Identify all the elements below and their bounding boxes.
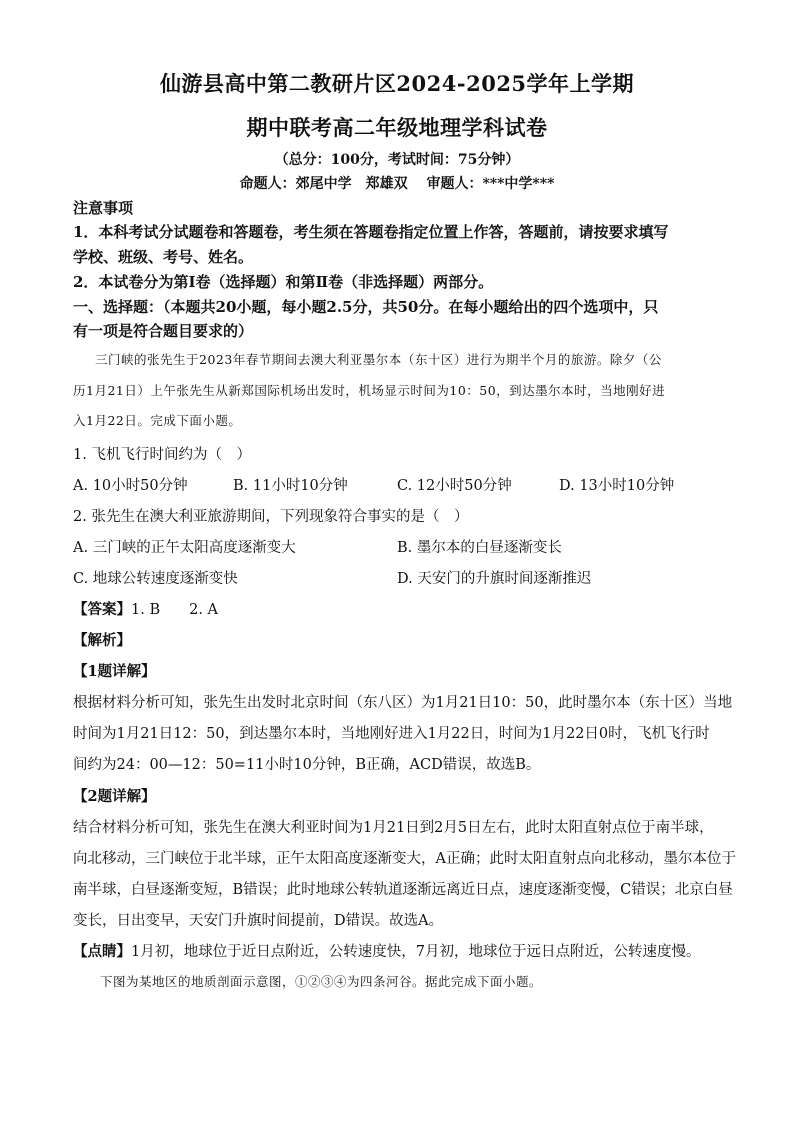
note-item-1: 1．本科考试分试题卷和答题卷，考生须在答题卷指定位置上作答，答题前，请按要求填写 <box>73 223 669 241</box>
question-2-stem: 2. 张先生在澳大利亚旅游期间，下列现象符合事实的是（ ） <box>73 509 469 525</box>
question-1-stem: 1. 飞机飞行时间约为（ ） <box>73 447 251 463</box>
score-time: （总分：100分，考试时间：75分钟） <box>274 152 520 168</box>
note-item-2: 2．本试卷分为第Ⅰ卷（选择题）和第Ⅱ卷（非选择题）两部分。 <box>73 273 494 291</box>
question-1-option-d: D. 13小时10分钟 <box>559 478 675 494</box>
question-2-detail-line-3: 南半球，白昼逐渐变短，B错误；此时地球公转轨道逐渐远离近日点，速度逐渐变慢，C错误；北京白昼 <box>73 882 733 898</box>
question-1-option-b: B. 11小时10分钟 <box>233 478 348 494</box>
answer-tag: 【答案】 <box>73 601 131 618</box>
question-2-detail-tag: 【2题详解】 <box>73 788 156 805</box>
answer-value: 1. B 2. A <box>131 602 219 618</box>
question-2-detail-line-2: 向北移动，三门峡位于北半球，正午太阳高度逐渐变大，A正确；此时太阳直射点向北移动，墨尔本位于 <box>73 851 736 867</box>
question-2-detail-line-1: 结合材料分析可知，张先生在澳大利亚时间为1月21日到2月5日左右，此时太阳直射点位于南半球， <box>73 820 714 836</box>
question-1-detail-line-1: 根据材料分析可知，张先生出发时北京时间（东八区）为1月21日10：50，此时墨尔本（东十区）当地 <box>73 695 733 711</box>
question-1-option-c: C. 12小时50分钟 <box>397 478 512 494</box>
question-2-option-d: D. 天安门的升旗时间逐渐推迟 <box>397 571 592 587</box>
question-1-detail-line-3: 间约为24：00—12：50=11小时10分钟，B正确，ACD错误，故选B。 <box>73 757 541 773</box>
question-2-detail-line-4: 变长，日出变早，天安门升旗时间提前，D错误。故选A。 <box>73 913 444 929</box>
tip-text: 1月初，地球位于近日点附近，公转速度快，7月初，地球位于远日点附近，公转速度慢。 <box>131 944 701 960</box>
section-heading: 一、选择题：（本题共20小题，每小题2.5分，共50分。在每小题给出的四个选项中，只 <box>73 298 659 316</box>
tip-line <box>73 940 700 961</box>
question-2-option-a: A. 三门峡的正午太阳高度逐渐变大 <box>73 540 296 556</box>
authors: 命题人：郊尾中学 郑雄双 审题人：***中学*** <box>239 176 555 192</box>
passage-2-line-1: 下图为某地区的地质剖面示意图，①②③④为四条河谷。据此完成下面小题。 <box>100 974 543 989</box>
tip-tag: 【点睛】 <box>73 943 131 960</box>
passage-1-line-3: 入1月22日。完成下面小题。 <box>73 413 242 428</box>
question-2-option-c: C. 地球公转速度逐渐变快 <box>73 571 238 587</box>
page-title: 仙游县高中第二教研片区2024-2025学年上学期 <box>159 71 635 96</box>
answer-line <box>73 598 218 619</box>
page-subtitle: 期中联考高二年级地理学科试卷 <box>246 115 548 140</box>
question-1-option-a: A. 10小时50分钟 <box>73 478 188 494</box>
question-1-detail-tag: 【1题详解】 <box>73 663 156 680</box>
question-1-detail-line-2: 时间为1月21日12：50，到达墨尔本时，当地刚好进入1月22日，时间为1月22日0时，飞机飞行时 <box>73 726 710 742</box>
section-heading-cont: 有一项是符合题目要求的） <box>73 322 254 340</box>
passage-1-line-1: 三门峡的张先生于2023年春节期间去澳大利亚墨尔本（东十区）进行为期半个月的旅游。除夕（公 <box>95 352 662 367</box>
notes-heading: 注意事项 <box>73 199 134 217</box>
question-2-option-b: B. 墨尔本的白昼逐渐变长 <box>397 540 562 556</box>
passage-1-line-2: 历1月21日）上午张先生从新郑国际机场出发时，机场显示时间为10：50，到达墨尔本时，当地刚好进 <box>73 383 666 398</box>
note-item-1-cont: 学校、班级、考号、姓名。 <box>73 248 254 266</box>
analysis-tag: 【解析】 <box>73 632 131 649</box>
